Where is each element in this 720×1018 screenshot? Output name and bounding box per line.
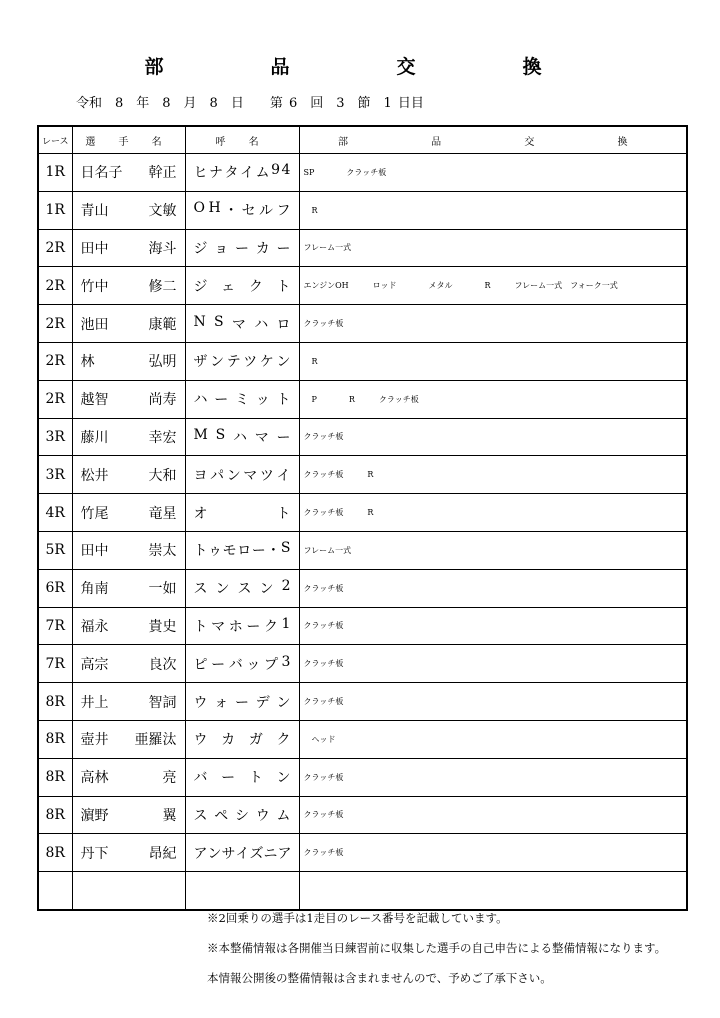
parts-cell: クラッチ板 [299,758,687,796]
table-row [38,720,687,758]
race-cell: 5R [38,531,72,569]
nickname-cell-text: ト マ ホ ー ク 1 [193,615,291,635]
player-name-cell-text: 田中 海斗 [80,240,177,257]
nickname-cell [185,342,299,380]
nickname-cell-text: O H ・ セ ル フ [193,200,291,220]
nickname-cell [185,380,299,418]
parts-cell: クラッチ板 [299,834,687,872]
nickname-cell [185,796,299,834]
player-name-cell [72,494,185,532]
nickname-cell-text: ア ン サ イ ズ ニ ア [193,845,292,862]
table-header-row [38,126,687,154]
race-cell: 8R [38,834,72,872]
race-cell: 2R [38,229,72,267]
table-row [38,154,687,192]
player-name-cell [72,418,185,456]
race-cell: 3R [38,456,72,494]
race-cell: 8R [38,796,72,834]
nickname-cell-text: ジ ョ ー カ ー [193,240,291,257]
parts-cell: クラッチ板 [299,645,687,683]
parts-cell: フレーム一式 [299,229,687,267]
parts-cell: クラッチ板 [299,796,687,834]
nickname-cell [185,645,299,683]
player-name-cell [72,229,185,267]
nickname-cell [185,191,299,229]
parts-cell: ヘッド [299,720,687,758]
player-name-cell [72,872,185,910]
race-cell: 2R [38,380,72,418]
nickname-cell [185,758,299,796]
race-cell: 1R [38,191,72,229]
table-row [38,305,687,343]
race-cell: 4R [38,494,72,532]
parts-cell: クラッチ板 [299,418,687,456]
player-name-cell-text: 越智 尚寿 [80,392,177,409]
table-row [38,796,687,834]
nickname-cell [185,720,299,758]
player-name-cell [72,456,185,494]
race-cell: 6R [38,569,72,607]
parts-cell: フレーム一式 [299,531,687,569]
player-name-cell [72,683,185,721]
table-row [38,758,687,796]
table-row [38,494,687,532]
nickname-cell [185,305,299,343]
table-row [38,267,687,305]
race-cell [38,872,72,910]
nickname-cell-text: ヒ ナ タ イ ム 9 4 [193,162,291,182]
nickname-cell-text: M S ハ マ ー [193,426,291,446]
header-race: レース [38,126,72,154]
note-1: ※2回乗りの選手は1走目のレース番号を記載しています。 [207,911,508,925]
player-name-cell-text: 丹下 昂紀 [80,845,177,862]
player-name-cell-text: 壺井 亜羅汰 [80,732,177,749]
race-cell: 2R [38,305,72,343]
parts-cell: SP クラッチ板 [299,154,687,192]
nickname-cell [185,418,299,456]
player-name-cell-text: 藤川 幸宏 [80,429,177,446]
nickname-cell-text: ウ ォ ー デ ン [193,694,291,711]
player-name-cell-text: 池田 康範 [80,316,177,333]
parts-exchange-table [37,125,688,911]
table-row [38,380,687,418]
race-cell: 3R [38,418,72,456]
player-name-cell-text: 角南 一如 [80,581,177,598]
parts-cell: クラッチ板 [299,607,687,645]
parts-cell: クラッチ板 R [299,494,687,532]
player-name-cell-text: 竹中 修二 [80,278,177,295]
player-name-cell [72,191,185,229]
player-name-cell-text: 高林 亮 [80,770,177,787]
table-row [38,645,687,683]
table-row [38,569,687,607]
table-row [38,418,687,456]
table-row [38,872,687,910]
note-2: ※本整備情報は各開催当日練習前に収集した選手の自己申告による整備情報になります。 [207,941,667,955]
nickname-cell-text: N S マ ハ ロ [193,313,291,333]
nickname-cell-text: ザ ン テ ツ ケ ン [193,354,291,371]
player-name-cell [72,380,185,418]
nickname-cell [185,872,299,910]
parts-cell: クラッチ板 [299,305,687,343]
table-row [38,456,687,494]
player-name-cell [72,607,185,645]
table-row [38,342,687,380]
parts-cell: エンジンOH ロッド メタル R フレーム一式 フォーク一式 [299,267,687,305]
nickname-cell-text: ピ ー バ ッ プ 3 [193,653,291,673]
header-nickname: 呼 名 [185,126,299,154]
parts-cell: R [299,191,687,229]
race-cell: 1R [38,154,72,192]
player-name-cell [72,342,185,380]
player-name-cell-text: 竹尾 竜星 [80,505,177,522]
player-name-cell [72,531,185,569]
player-name-cell-text: 福永 貴史 [80,618,177,635]
table-row [38,229,687,267]
nickname-cell-text: オ ト [193,505,291,522]
nickname-cell [185,456,299,494]
date-line: 令和 8 年 8 月 8 日 第 6 回 3 節 1 日目 [76,96,424,111]
player-name-cell [72,305,185,343]
player-name-cell-text: 田中 崇太 [80,543,177,560]
race-cell: 2R [38,342,72,380]
nickname-cell-text: ヨ パ ン マ ツ イ [193,467,291,484]
table-row [38,683,687,721]
race-cell: 8R [38,683,72,721]
nickname-cell-text: ジ ェ ク ト [193,278,291,295]
table-row [38,607,687,645]
parts-cell: クラッチ板 [299,683,687,721]
player-name-cell-text: 高宗 良次 [80,656,177,673]
nickname-cell [185,267,299,305]
player-name-cell [72,720,185,758]
nickname-cell [185,683,299,721]
nickname-cell-text: ハ ー ミ ッ ト [193,392,291,409]
table-row [38,834,687,872]
table-row [38,191,687,229]
parts-cell: P R クラッチ板 [299,380,687,418]
nickname-cell [185,229,299,267]
player-name-cell-text: 日名子 幹正 [80,165,177,182]
parts-cell: R [299,342,687,380]
note-3: 本情報公開後の整備情報は含まれませんので、予めご了承下さい。 [207,971,552,985]
nickname-cell [185,154,299,192]
nickname-cell-text: ス ペ シ ウ ム [193,807,291,824]
race-cell: 8R [38,720,72,758]
race-cell: 7R [38,645,72,683]
race-cell: 8R [38,758,72,796]
player-name-cell-text: 林 弘明 [80,354,177,371]
table-row [38,531,687,569]
page-title: 部 品 交 換 [144,56,586,78]
player-name-cell [72,645,185,683]
header-parts: 部 品 交 換 [299,126,687,154]
race-cell: 7R [38,607,72,645]
player-name-cell [72,569,185,607]
nickname-cell-text: ス ン ス ン 2 [193,578,291,598]
nickname-cell-text: ト ゥ モ ロ ー ・ S [193,540,291,560]
parts-cell [299,872,687,910]
nickname-cell [185,531,299,569]
nickname-cell [185,607,299,645]
nickname-cell [185,494,299,532]
player-name-cell-text: 濵野 翼 [80,807,177,824]
player-name-cell-text: 青山 文敏 [80,203,177,220]
nickname-cell [185,834,299,872]
parts-cell: クラッチ板 [299,569,687,607]
player-name-cell [72,834,185,872]
player-name-cell-text: 松井 大和 [80,467,177,484]
player-name-cell [72,154,185,192]
nickname-cell-text: バ ー ト ン [193,770,291,787]
player-name-cell [72,796,185,834]
player-name-cell [72,758,185,796]
header-player: 選 手 名 [72,126,185,154]
nickname-cell-text: ウ カ ガ ク [193,732,291,749]
race-cell: 2R [38,267,72,305]
parts-cell: クラッチ板 R [299,456,687,494]
player-name-cell [72,267,185,305]
player-name-cell-text: 井上 智詞 [80,694,177,711]
nickname-cell [185,569,299,607]
